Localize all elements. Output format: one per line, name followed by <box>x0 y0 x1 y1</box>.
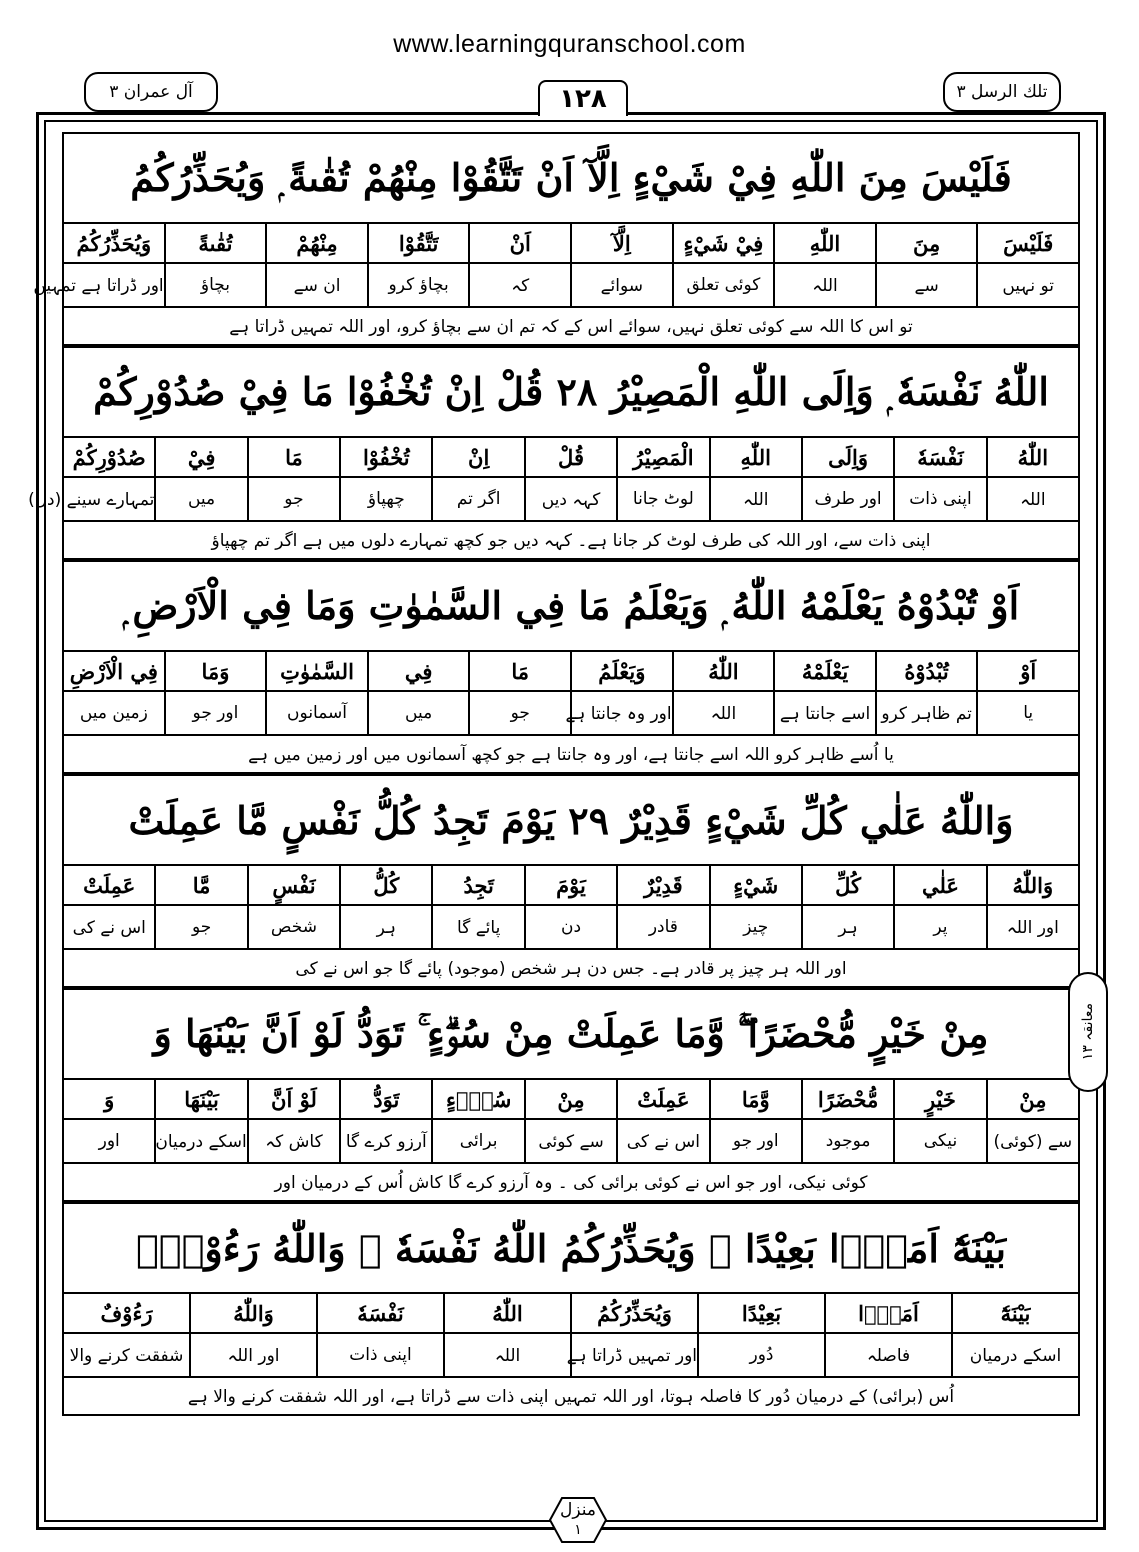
arabic-word-cell: تَجِدُ <box>432 865 524 905</box>
arabic-word-cell: سُوْۗءٍ <box>432 1079 524 1119</box>
arabic-word-cell: اللّٰهُ <box>673 651 775 691</box>
arabic-word-cell: وَّمَا <box>710 1079 802 1119</box>
urdu-meaning-cell: تم ظاہر کرو <box>876 691 978 735</box>
arabic-words-row <box>63 223 1079 263</box>
urdu-meaning-cell: اور جو <box>710 1119 802 1163</box>
urdu-meaning-cell: تو نہیں <box>977 263 1079 307</box>
arabic-verse-line: فَلَيْسَ مِنَ اللّٰهِ فِيْ شَيْءٍ اِلَّآ اَنْ تَتَّقُوْا مِنْهُمْ تُقٰىةً ۭ وَيُحَذِّرُكُمُ <box>62 132 1080 222</box>
urdu-meanings-row <box>63 905 1079 949</box>
arabic-word-cell: رَءُوْفٌ <box>63 1293 190 1333</box>
urdu-meaning-cell: بچاؤ کرو <box>368 263 470 307</box>
arabic-words-row <box>63 651 1079 691</box>
urdu-meaning-cell: اور طرف <box>802 477 894 521</box>
word-by-word-table <box>62 1292 1080 1378</box>
arabic-word-cell: مَّا <box>155 865 247 905</box>
urdu-meaning-cell: اگر تم <box>432 477 524 521</box>
arabic-word-cell: اللّٰهِ <box>710 437 802 477</box>
urdu-meaning-cell: اس نے کی <box>63 905 155 949</box>
arabic-word-cell: قُلْ <box>525 437 617 477</box>
arabic-word-cell: مُّحْضَرًا <box>802 1079 894 1119</box>
manzil-number: ۱ <box>574 1522 582 1538</box>
arabic-word-cell: تُخْفُوْا <box>340 437 432 477</box>
arabic-word-cell: مَا <box>469 651 571 691</box>
verse-block <box>62 1202 1080 1416</box>
urdu-meaning-cell: بچاؤ <box>165 263 267 307</box>
arabic-word-cell: عَمِلَتْ <box>617 1079 709 1119</box>
arabic-word-cell: صُدُوْرِكُمْ <box>63 437 155 477</box>
urdu-meaning-cell: جو <box>248 477 340 521</box>
arabic-verse-line: اللّٰهُ نَفْسَهٗ ۭ وَاِلَى اللّٰهِ الْمَصِيْرُ ۲۸ قُلْ اِنْ تُخْفُوْا مَا فِيْ صُدُوْرِكُمْ <box>62 346 1080 436</box>
arabic-word-cell: وَيُحَذِّرُكُمُ <box>63 223 165 263</box>
arabic-word-cell: اَنْ <box>469 223 571 263</box>
urdu-meaning-cell: اور وہ جانتا ہے <box>571 691 673 735</box>
arabic-word-cell: بَعِيْدًا <box>698 1293 825 1333</box>
arabic-word-cell: قَدِيْرٌ <box>617 865 709 905</box>
arabic-words-row <box>63 1293 1079 1333</box>
arabic-word-cell: عَلٰي <box>894 865 986 905</box>
urdu-meaning-cell: سوائے <box>571 263 673 307</box>
urdu-meaning-cell: سے <box>876 263 978 307</box>
page-number: ۱۲۸ <box>538 80 628 116</box>
word-by-word-table <box>62 864 1080 950</box>
arabic-word-cell: فِيْ <box>155 437 247 477</box>
arabic-word-cell: نَفْسَهٗ <box>894 437 986 477</box>
ruku-marker-badge <box>1068 972 1108 1092</box>
arabic-word-cell: وَيَعْلَمُ <box>571 651 673 691</box>
verse-block <box>33 132 1080 346</box>
urdu-meaning-cell: اور تمہیں ڈراتا ہے <box>571 1333 698 1377</box>
word-by-word-table <box>33 222 1080 308</box>
arabic-word-cell: اللّٰهُ <box>444 1293 571 1333</box>
urdu-meaning-cell: کوئی تعلق <box>673 263 775 307</box>
urdu-meaning-cell: یا <box>977 691 1079 735</box>
arabic-word-cell: نَفْسٍ <box>248 865 340 905</box>
urdu-translation-line: تو اس کا اللہ سے کوئی تعلق نہیں، سوائے اس کے کہ تم ان سے بچاؤ کرو، اور اللہ تمہیں ڈراتا ہے <box>62 308 1080 346</box>
urdu-meaning-cell: اسکے درمیان <box>952 1333 1079 1377</box>
urdu-meaning-cell: کاش کہ <box>248 1119 340 1163</box>
arabic-word-cell: تُقٰىةً <box>165 223 267 263</box>
arabic-word-cell: وَاِلَى <box>802 437 894 477</box>
arabic-word-cell: تَوَدُّ <box>340 1079 432 1119</box>
manzil-label: منزل <box>560 1500 596 1520</box>
arabic-words-row <box>63 1079 1079 1119</box>
arabic-word-cell: السَّمٰوٰتِ <box>266 651 368 691</box>
arabic-word-cell: يَعْلَمْهُ <box>774 651 876 691</box>
arabic-word-cell: مِنَ <box>876 223 978 263</box>
arabic-word-cell: اللّٰهُ <box>987 437 1079 477</box>
urdu-meaning-cell: شخص <box>248 905 340 949</box>
urdu-meaning-cell: موجود <box>802 1119 894 1163</box>
urdu-meaning-cell: شفقت کرنے والا <box>63 1333 190 1377</box>
urdu-meaning-cell: کہہ دیں <box>525 477 617 521</box>
word-by-word-table <box>28 436 1080 522</box>
arabic-word-cell: اِنْ <box>432 437 524 477</box>
urdu-meaning-cell: اللہ <box>987 477 1079 521</box>
urdu-meaning-cell: چیز <box>710 905 802 949</box>
urdu-meaning-cell: میں <box>368 691 470 735</box>
arabic-word-cell: مِنْ <box>525 1079 617 1119</box>
urdu-meaning-cell: دن <box>525 905 617 949</box>
quran-content <box>28 132 1080 1416</box>
urdu-meaning-cell: پر <box>894 905 986 949</box>
arabic-word-cell: اَمَدًۢا <box>825 1293 952 1333</box>
urdu-meaning-cell: ہر <box>802 905 894 949</box>
verse-block <box>62 988 1080 1202</box>
juz-name-label: تلك الرسل ۳ <box>943 72 1061 112</box>
urdu-meaning-cell: لوٹ جانا <box>617 477 709 521</box>
verse-block <box>62 774 1080 988</box>
urdu-translation-line: اور اللہ ہر چیز پر قادر ہے۔ جس دن ہر شخص (موجود) پائے گا جو اس نے کی <box>62 950 1080 988</box>
urdu-meaning-cell: جو <box>469 691 571 735</box>
arabic-word-cell: اَوْ <box>977 651 1079 691</box>
arabic-word-cell: يَوْمَ <box>525 865 617 905</box>
urdu-meaning-cell: برائی <box>432 1119 524 1163</box>
urdu-meaning-cell: فاصلہ <box>825 1333 952 1377</box>
urdu-meaning-cell: قادر <box>617 905 709 949</box>
urdu-meaning-cell: اور جو <box>165 691 267 735</box>
urdu-meaning-cell: آسمانوں <box>266 691 368 735</box>
urdu-meaning-cell: نیکی <box>894 1119 986 1163</box>
arabic-word-cell: مَا <box>248 437 340 477</box>
arabic-word-cell: الْمَصِيْرُ <box>617 437 709 477</box>
arabic-verse-line: وَاللّٰهُ عَلٰي كُلِّ شَيْءٍ قَدِيْرٌ ۲۹ يَوْمَ تَجِدُ كُلُّ نَفْسٍ مَّا عَمِلَتْ <box>62 774 1080 864</box>
urdu-meaning-cell: اللہ <box>710 477 802 521</box>
urdu-meaning-cell: آرزو کرے گا <box>340 1119 432 1163</box>
urdu-meaning-cell: زمین میں <box>63 691 165 735</box>
urdu-meaning-cell: ہر <box>340 905 432 949</box>
arabic-word-cell: اِلَّآ <box>571 223 673 263</box>
urdu-meaning-cell: چھپاؤ <box>340 477 432 521</box>
urdu-meaning-cell: اپنی ذات <box>894 477 986 521</box>
arabic-word-cell: وَمَا <box>165 651 267 691</box>
urdu-meaning-cell: پائے گا <box>432 905 524 949</box>
arabic-verse-line: مِنْ خَيْرٍ مُّحْضَرًا ۚۖ وَّمَا عَمِلَتْ مِنْ سُوْۗءٍ ۚ تَوَدُّ لَوْ اَنَّ بَيْنَهَا وَ <box>62 988 1080 1078</box>
verse-block <box>28 346 1080 560</box>
arabic-word-cell: نَفْسَهٗ <box>317 1293 444 1333</box>
arabic-word-cell: مِنْهُمْ <box>266 223 368 263</box>
urdu-meaning-cell: اللہ <box>444 1333 571 1377</box>
arabic-word-cell: وَاللّٰهُ <box>987 865 1079 905</box>
arabic-word-cell: مِنْ <box>987 1079 1079 1119</box>
urdu-meaning-cell: اور اللہ <box>190 1333 317 1377</box>
urdu-meaning-cell: اللہ <box>673 691 775 735</box>
urdu-meaning-cell: اپنی ذات <box>317 1333 444 1377</box>
arabic-word-cell: لَوْ اَنَّ <box>248 1079 340 1119</box>
arabic-word-cell: كُلِّ <box>802 865 894 905</box>
urdu-meanings-row <box>63 1119 1079 1163</box>
urdu-meaning-cell: میں <box>155 477 247 521</box>
arabic-verse-line: اَوْ تُبْدُوْهُ يَعْلَمْهُ اللّٰهُ ۭ وَيَعْلَمُ مَا فِي السَّمٰوٰتِ وَمَا فِي الْاَرْضِ ۭ <box>62 560 1080 650</box>
ruku-marker-text: معانقہ ۱۳ <box>1080 1003 1096 1061</box>
urdu-meaning-cell: اسے جانتا ہے <box>774 691 876 735</box>
arabic-word-cell: وَ <box>63 1079 155 1119</box>
urdu-meaning-cell: اور <box>63 1119 155 1163</box>
arabic-words-row <box>63 437 1079 477</box>
urdu-translation-line: اُس (برائی) کے درمیان دُور کا فاصلہ ہوتا، اور اللہ تمہیں اپنی ذات سے ڈراتا ہے، اور اللہ شفقت کرنے والا ہے <box>62 1378 1080 1416</box>
urdu-meaning-cell: اللہ <box>774 263 876 307</box>
urdu-meanings-row <box>63 1333 1079 1377</box>
site-url[interactable]: www.learningquranschool.com <box>393 30 746 58</box>
urdu-meaning-cell: ان سے <box>266 263 368 307</box>
urdu-meaning-cell: اسکے درمیان <box>155 1119 247 1163</box>
urdu-meaning-cell: کہ <box>469 263 571 307</box>
word-by-word-table <box>62 650 1080 736</box>
urdu-meaning-cell: اس نے کی <box>617 1119 709 1163</box>
arabic-word-cell: فِي الْاَرْضِ <box>63 651 165 691</box>
urdu-meanings-row <box>63 477 1079 521</box>
arabic-word-cell: بَيْنَهَا <box>155 1079 247 1119</box>
arabic-word-cell: عَمِلَتْ <box>63 865 155 905</box>
word-by-word-table <box>62 1078 1080 1164</box>
arabic-word-cell: تُبْدُوْهُ <box>876 651 978 691</box>
urdu-translation-line: کوئی نیکی، اور جو اس نے کوئی برائی کی ۔ وہ آرزو کرے گا کاش اُس کے درمیان اور <box>62 1164 1080 1202</box>
urdu-meanings-row <box>63 263 1079 307</box>
verse-block <box>62 560 1080 774</box>
arabic-word-cell: تَتَّقُوْا <box>368 223 470 263</box>
arabic-words-row <box>63 865 1079 905</box>
arabic-word-cell: شَيْءٍ <box>710 865 802 905</box>
arabic-word-cell: فِيْ شَيْءٍ <box>673 223 775 263</box>
surah-name-label: آل عمران ۳ <box>84 72 218 112</box>
arabic-word-cell: اللّٰهِ <box>774 223 876 263</box>
urdu-meaning-cell: تمہارے سینے (دل) <box>63 477 155 521</box>
urdu-meaning-cell: جو <box>155 905 247 949</box>
arabic-word-cell: بَيْنَهٗٓ <box>952 1293 1079 1333</box>
arabic-word-cell: كُلُّ <box>340 865 432 905</box>
urdu-meaning-cell: اور ڈراتا ہے تمہیں <box>63 263 165 307</box>
arabic-word-cell: فَلَيْسَ <box>977 223 1079 263</box>
urdu-translation-line: اپنی ذات سے، اور اللہ کی طرف لوٹ کر جانا ہے۔ کہہ دیں جو کچھ تمہارے دلوں میں ہے اگر تم چھپاؤ <box>62 522 1080 560</box>
urdu-meaning-cell: سے کوئی <box>525 1119 617 1163</box>
urdu-meaning-cell: دُور <box>698 1333 825 1377</box>
arabic-word-cell: خَيْرٍ <box>894 1079 986 1119</box>
arabic-word-cell: فِي <box>368 651 470 691</box>
urdu-meaning-cell: اور اللہ <box>987 905 1079 949</box>
manzil-badge <box>548 1496 608 1544</box>
urdu-meanings-row <box>63 691 1079 735</box>
urdu-translation-line: یا اُسے ظاہر کرو اللہ اسے جانتا ہے، اور وہ جانتا ہے جو کچھ آسمانوں میں اور زمین میں ہے <box>62 736 1080 774</box>
arabic-verse-line: بَيْنَهٗٓ اَمَدًۢا بَعِيْدًا ۭ وَيُحَذِّرُكُمُ اللّٰهُ نَفْسَهٗ ۭ وَاللّٰهُ رَءُوْفٌۢ <box>62 1202 1080 1292</box>
urdu-meaning-cell: سے (کوئی) <box>987 1119 1079 1163</box>
arabic-word-cell: وَاللّٰهُ <box>190 1293 317 1333</box>
arabic-word-cell: وَيُحَذِّرُكُمُ <box>571 1293 698 1333</box>
